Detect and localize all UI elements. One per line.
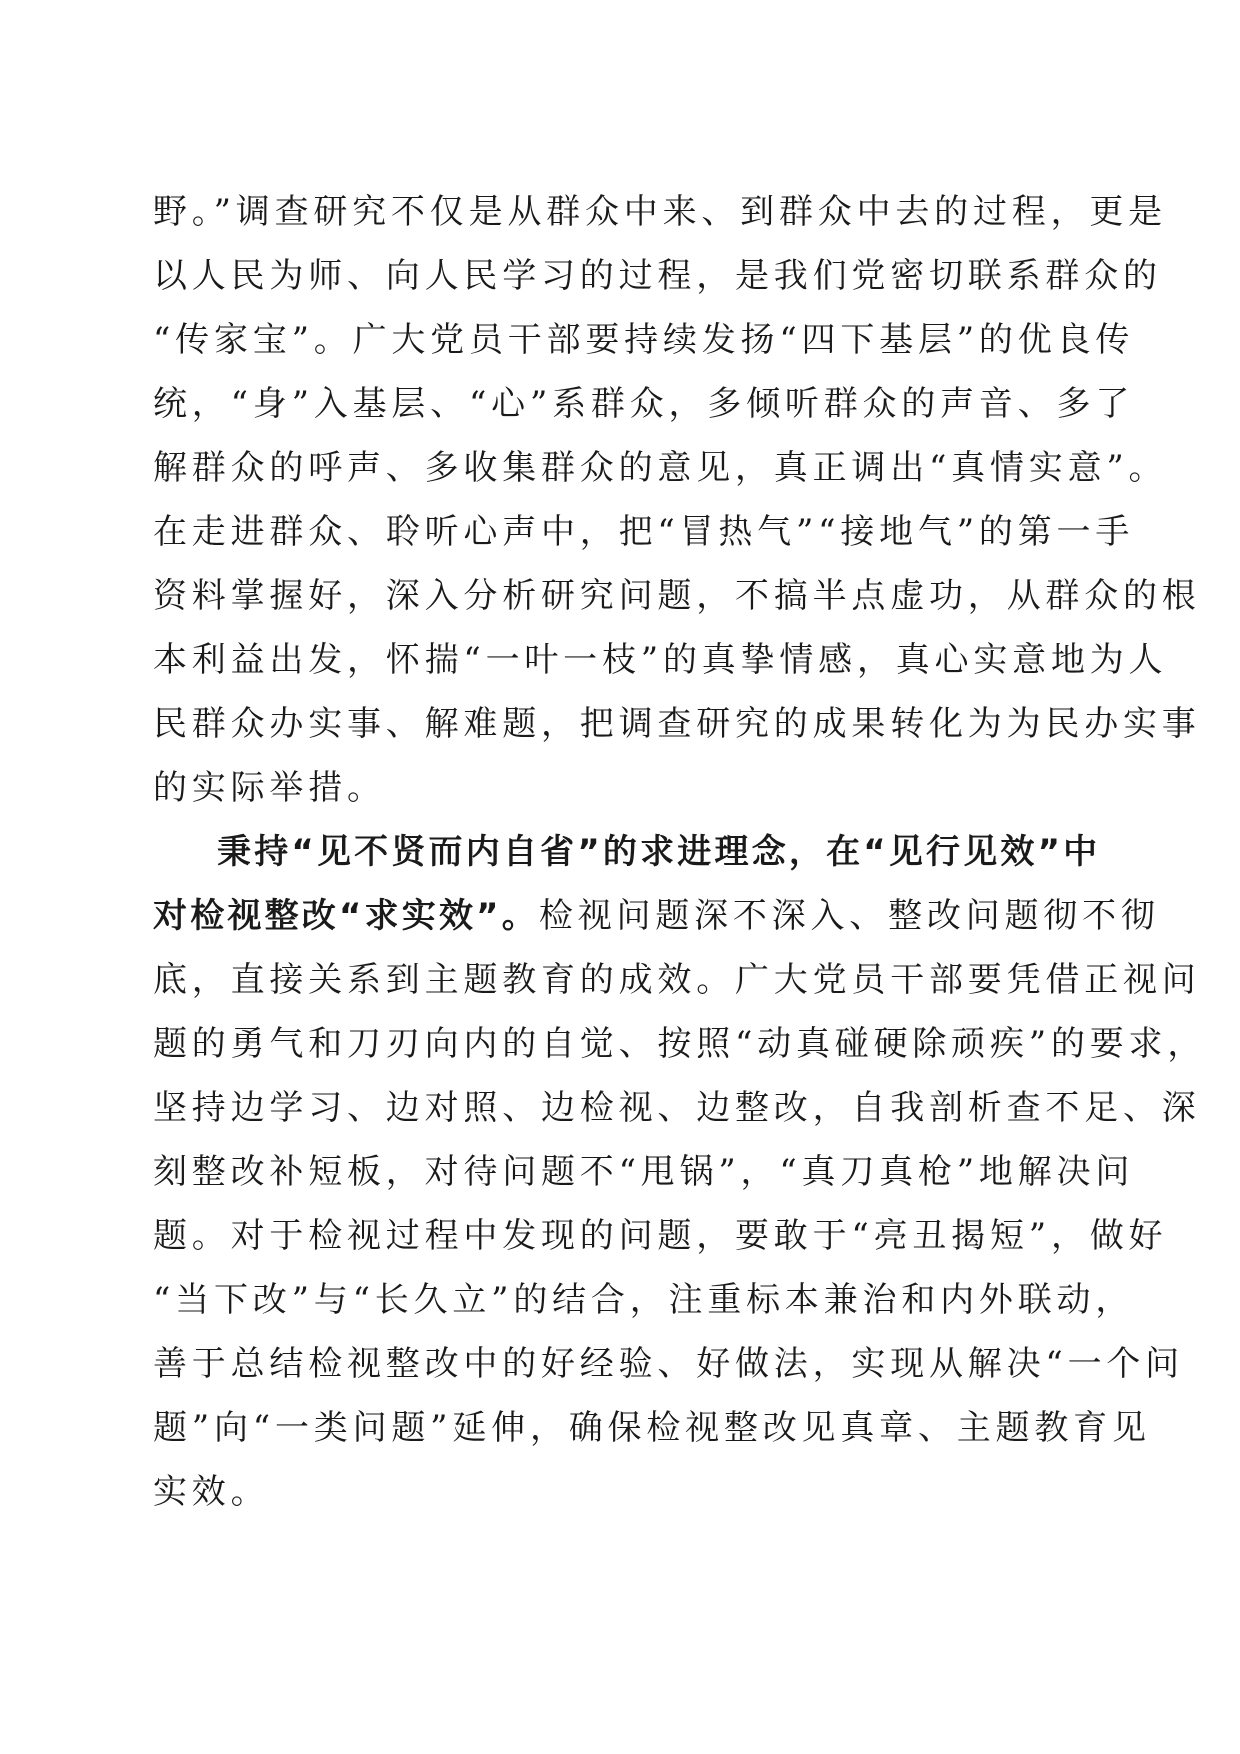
text-line: 底，直接关系到主题教育的成效。广大党员干部要凭借正视问 (153, 960, 1201, 1000)
body-text (153, 180, 1207, 1524)
text-line: 实效。 (153, 1472, 270, 1512)
text-line: 的实际举措。 (153, 768, 386, 808)
text-line: 题”向“一类问题”延伸，确保检视整改见真章、主题教育见 (153, 1408, 1151, 1448)
paragraph-2 (153, 820, 1207, 1524)
text-span: 检视问题深不深入、整改问题彻不彻 (538, 896, 1160, 936)
text-line: 解群众的呼声、多收集群众的意见，真正调出“真情实意”。 (153, 448, 1168, 488)
section-heading-continued: 对检视整改“求实效”。 (153, 896, 539, 936)
text-line: 题。对于检视过程中发现的问题，要敢于“亮丑揭短”，做好 (153, 1216, 1168, 1256)
text-line: 以人民为师、向人民学习的过程，是我们党密切联系群众的 (153, 256, 1162, 296)
paragraph-1 (153, 180, 1201, 820)
text-line: 题的勇气和刀刃向内的自觉、按照“动真碰硬除顽疾”的要求， (153, 1024, 1207, 1064)
text-line: 资料掌握好，深入分析研究问题，不搞半点虚功，从群众的根 (153, 576, 1201, 616)
text-line: 坚持边学习、边对照、边检视、边整改，自我剖析查不足、深 (153, 1088, 1201, 1128)
text-line: 刻整改补短板，对待问题不“甩锅”，“真刀真枪”地解决问 (153, 1152, 1135, 1192)
text-line: 本利益出发，怀揣“一叶一枝”的真挚情感，真心实意地为人 (153, 640, 1168, 680)
text-line: “当下改”与“长久立”的结合，注重标本兼治和内外联动， (153, 1280, 1135, 1320)
text-line: 野。”调查研究不仅是从群众中来、到群众中去的过程，更是 (153, 192, 1167, 232)
text-line: 善于总结检视整改中的好经验、好做法，实现从解决“一个问 (153, 1344, 1184, 1384)
text-line: 统，“身”入基层、“心”系群众，多倾听群众的声音、多了 (153, 384, 1135, 424)
text-line (153, 884, 1160, 948)
text-line: 民群众办实事、解难题，把调查研究的成果转化为为民办实事 (153, 704, 1201, 744)
text-line: 在走进群众、聆听心声中，把“冒热气”“接地气”的第一手 (153, 512, 1135, 552)
section-heading: 秉持“见不贤而内自省”的求进理念，在“见行见效”中 (217, 832, 1101, 872)
text-line: “传家宝”。广大党员干部要持续发扬“四下基层”的优良传 (153, 320, 1135, 360)
